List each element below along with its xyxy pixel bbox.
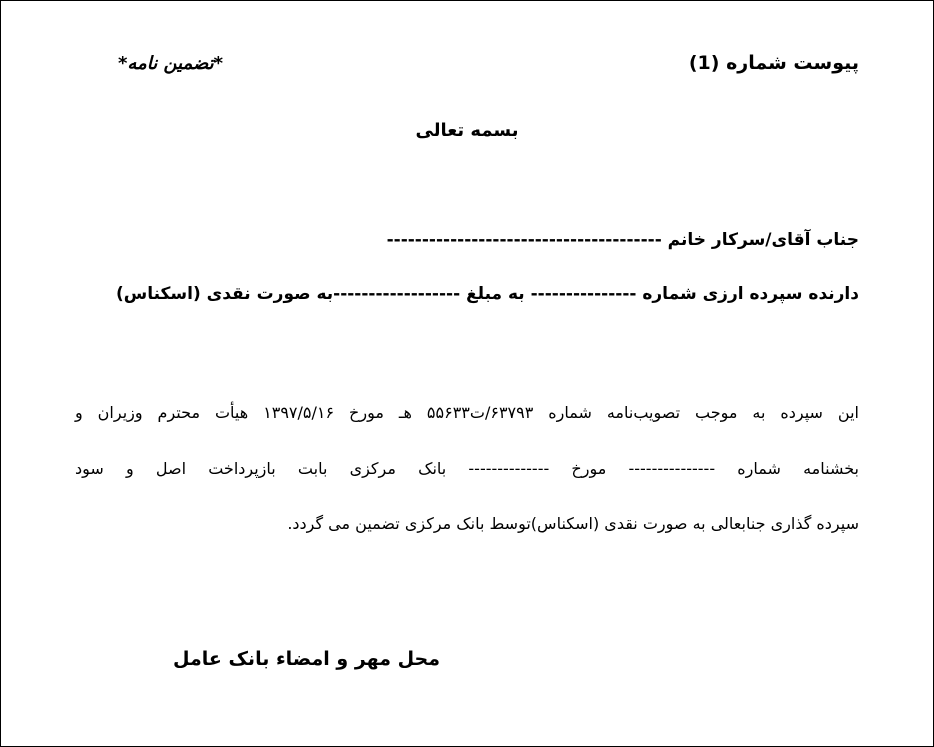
attachment-number-label: پیوست شماره (1) xyxy=(688,52,859,74)
body-paragraph-line-1: این سپرده به موجب تصویب‌نامه شماره ۶۳۷۹۳/ت۵۵۶۳۳ هـ مورخ ۱۳۹۷/۵/۱۶ هیأت محترم وزیران و xyxy=(75,403,859,422)
guarantee-title: *تضمین نامه* xyxy=(118,53,224,74)
basmala-heading: بسمه تعالی xyxy=(415,120,519,141)
body-paragraph-line-2: بخشنامه شماره --------------- مورخ -------------- بانک مرکزی بابت بازپرداخت اصل و سود xyxy=(75,459,859,478)
deposit-holder-line: دارنده سپرده ارزی شماره --------------- به مبلغ ------------------به صورت نقدی (اسکناس) xyxy=(115,284,859,304)
addressee-line: جناب آقای/سرکار خانم --------------------------------------- xyxy=(386,230,859,250)
body-paragraph-line-3: سپرده گذاری جنابعالی به صورت نقدی (اسکناس)توسط بانک مرکزی تضمین می گردد. xyxy=(287,514,859,533)
stamp-signature-label: محل مهر و امضاء بانک عامل xyxy=(173,648,440,670)
